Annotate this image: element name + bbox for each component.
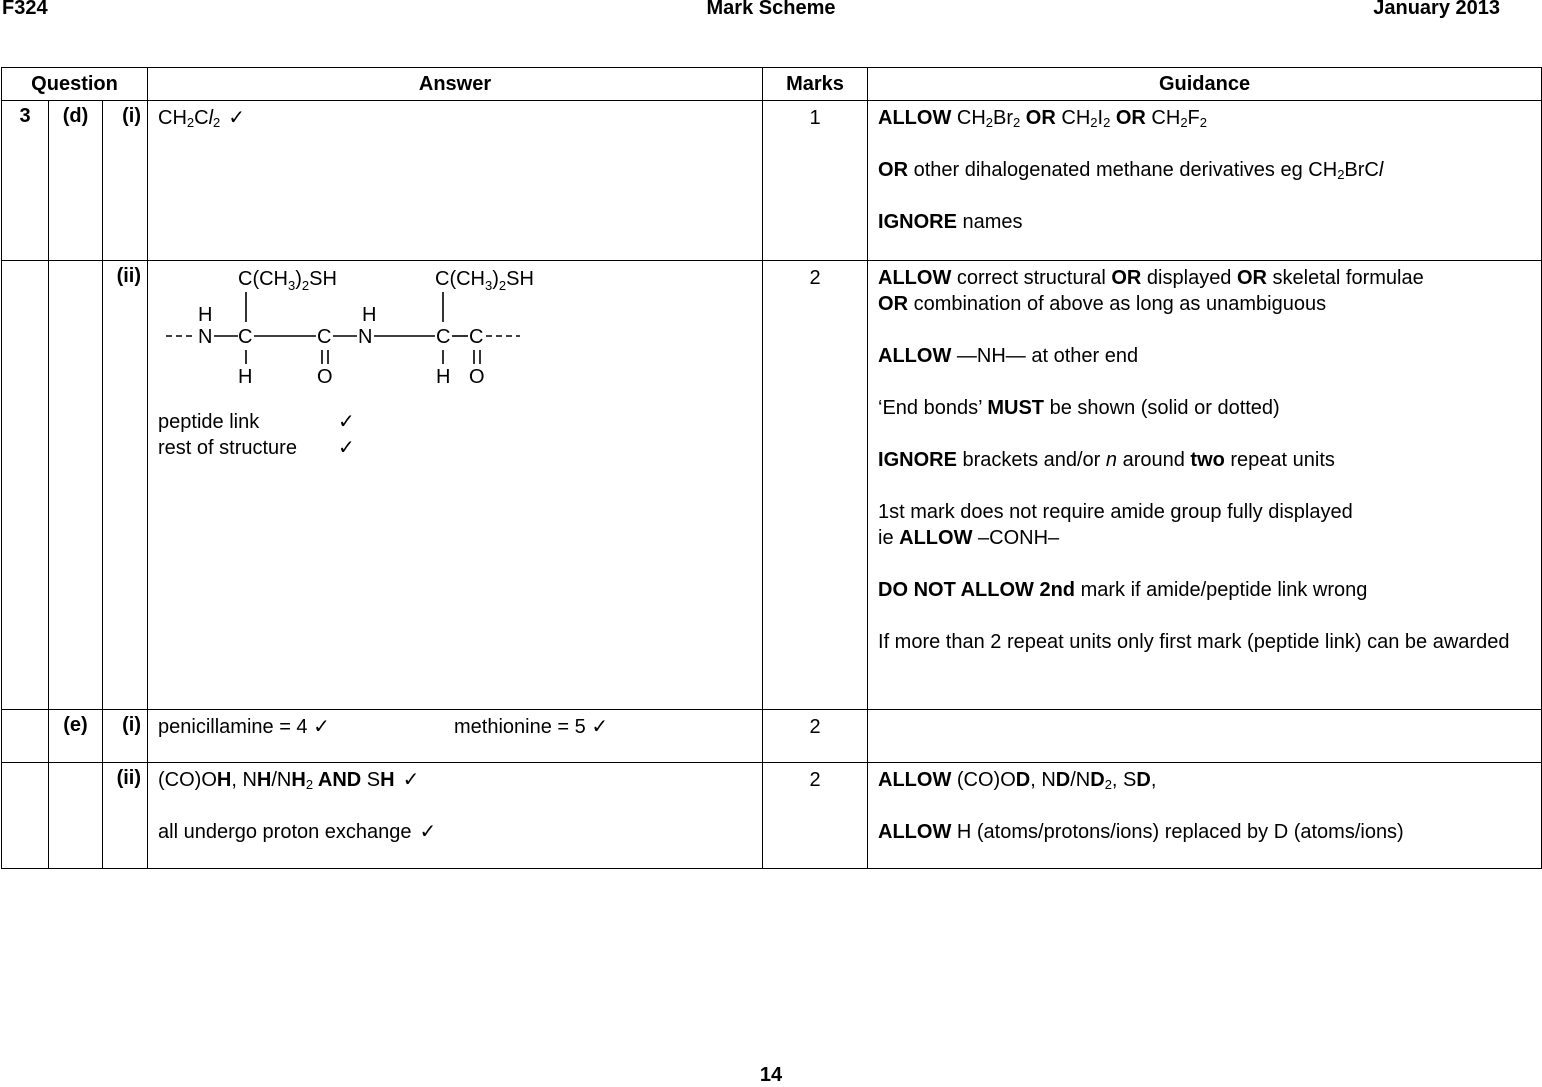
answer-cell bbox=[148, 101, 763, 261]
marks-cell: 2 bbox=[763, 261, 868, 710]
mark-point: rest of structure ✓ bbox=[158, 437, 355, 459]
question-number: 3 bbox=[2, 101, 49, 261]
question-part: (e) bbox=[49, 710, 103, 763]
side-chain-label: $C(CH_3)_2SH$ bbox=[238, 268, 337, 293]
tick-icon: ✓ bbox=[419, 821, 437, 843]
polypeptide-structure bbox=[148, 261, 568, 401]
answer-cell bbox=[148, 261, 763, 710]
header-question: Question bbox=[2, 68, 148, 101]
atom-c: C bbox=[317, 326, 332, 348]
answer-text: methionine = 5 ✓ bbox=[454, 716, 609, 738]
guidance-line: 1st mark does not require amide group fully displayed bbox=[878, 501, 1353, 523]
guidance-line: OR other dihalogenated methane derivatives eg $CH_2BrCl$ bbox=[878, 159, 1384, 182]
answer-text: all undergo proton exchange ✓ bbox=[158, 821, 437, 843]
document-title: Mark Scheme bbox=[706, 0, 836, 19]
tick-icon: ✓ bbox=[338, 411, 355, 433]
guidance-line: DO NOT ALLOW 2nd mark if amide/peptide link wrong bbox=[878, 579, 1368, 601]
guidance-line: OR combination of above as long as unambiguous bbox=[878, 293, 1327, 315]
page-number: 14 bbox=[759, 1064, 783, 1086]
atom-h: H bbox=[436, 366, 451, 388]
question-part: (d) bbox=[49, 101, 103, 261]
side-chain-label: $C(CH_3)_2SH$ bbox=[435, 268, 534, 293]
tick-icon: ✓ bbox=[338, 437, 355, 459]
answer-cell bbox=[148, 763, 763, 869]
guidance-cell bbox=[868, 261, 1542, 710]
answer-formula: $CH_2Cl_2$ bbox=[158, 107, 221, 130]
table-row bbox=[2, 261, 1542, 710]
atom-h: H bbox=[362, 304, 377, 326]
table-row bbox=[2, 763, 1542, 869]
marks-cell: 1 bbox=[763, 101, 868, 261]
mark-scheme-table bbox=[1, 67, 1542, 869]
guidance-line: If more than 2 repeat units only first mark (peptide link) can be awarded bbox=[878, 631, 1510, 653]
header-answer: Answer bbox=[148, 68, 763, 101]
table-header-row bbox=[2, 68, 1542, 101]
document-code: F324 bbox=[2, 0, 48, 19]
answer-text: penicillamine = 4 ✓ bbox=[158, 716, 330, 738]
tick-icon: ✓ bbox=[402, 769, 420, 791]
question-subpart: (i) bbox=[103, 101, 148, 261]
table-row bbox=[2, 101, 1542, 261]
guidance-line: ‘End bonds’ MUST be shown (solid or dotted) bbox=[878, 397, 1280, 419]
guidance-line: ie ALLOW –CONH– bbox=[878, 527, 1060, 549]
atom-o: O bbox=[317, 366, 333, 388]
question-subpart: (i) bbox=[103, 710, 148, 763]
answer-cell bbox=[148, 710, 763, 763]
tick-icon: ✓ bbox=[228, 107, 246, 129]
question-subpart: (ii) bbox=[103, 261, 148, 710]
guidance-line: ALLOW (CO)OD, $ND/ND_2$, SD, bbox=[878, 769, 1157, 792]
guidance-line: ALLOW H (atoms/protons/ions) replaced by D (atoms/ions) bbox=[878, 821, 1404, 843]
guidance-cell bbox=[868, 101, 1542, 261]
guidance-line: ALLOW correct structural OR displayed OR skeletal formulae bbox=[878, 267, 1424, 289]
guidance-line: IGNORE names bbox=[878, 211, 1023, 233]
atom-h: H bbox=[198, 304, 213, 326]
header-guidance: Guidance bbox=[868, 68, 1542, 101]
atom-n: N bbox=[358, 326, 373, 348]
guidance-line: IGNORE brackets and/or n around two repeat units bbox=[878, 449, 1335, 471]
mark-points bbox=[158, 409, 752, 461]
mark-point: peptide link ✓ bbox=[158, 411, 355, 433]
atom-n: N bbox=[198, 326, 213, 348]
guidance-line: ALLOW —NH— at other end bbox=[878, 345, 1139, 367]
marks-cell: 2 bbox=[763, 710, 868, 763]
document-date: January 2013 bbox=[1373, 0, 1500, 19]
marks-cell: 2 bbox=[763, 763, 868, 869]
guidance-line: ALLOW $CH_2Br_2$ OR $CH_2I_2$ OR $CH_2F_2$ bbox=[878, 107, 1207, 130]
atom-c: C bbox=[238, 326, 253, 348]
answer-text: (CO)OH, $NH/NH_2$ AND SH ✓ bbox=[158, 769, 420, 792]
question-subpart: (ii) bbox=[103, 763, 148, 869]
guidance-cell bbox=[868, 710, 1542, 763]
header-marks: Marks bbox=[763, 68, 868, 101]
atom-c: C bbox=[436, 326, 451, 348]
atom-o: O bbox=[469, 366, 485, 388]
table-row bbox=[2, 710, 1542, 763]
atom-c: C bbox=[469, 326, 484, 348]
atom-h: H bbox=[238, 366, 253, 388]
guidance-cell bbox=[868, 763, 1542, 869]
